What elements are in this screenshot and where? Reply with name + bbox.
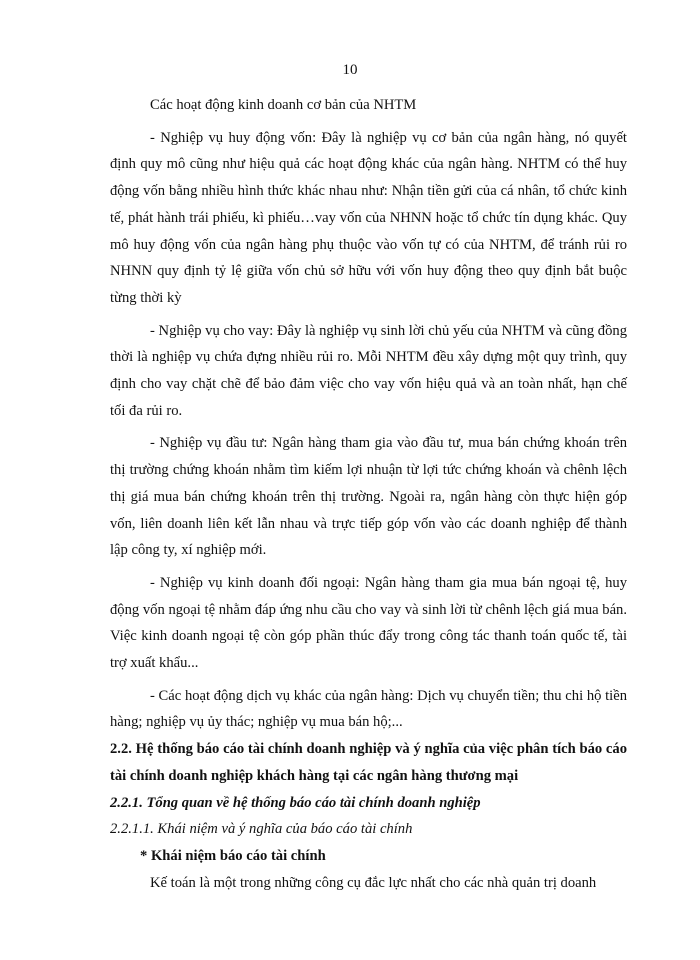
paragraph-cho-vay: - Nghiệp vụ cho vay: Đây là nghiệp vụ sinh lời chủ yếu của NHTM và cũng đồng thời là nghiệp vụ chứa đựng nhiều rủi ro. Mỗi NHTM đều xây dựng một quy trình, quy định cho vay chặt chẽ để bảo đảm việc cho vay vốn hiệu quả và an toàn nhất, hạn chế tối đa rủi ro. <box>110 322 627 419</box>
paragraph-doi-ngoai: - Nghiệp vụ kinh doanh đối ngoại: Ngân hàng tham gia mua bán ngoại tệ, huy động vốn ngoại tệ nhằm đáp ứng nhu cầu cho vay và sinh lời từ chênh lệch giá mua bán. Việc kinh doanh ngoại tệ còn góp phần thúc đẩy trong công tác thanh toán quốc tế, tài trợ xuất khẩu... <box>110 574 627 672</box>
paragraph-dich-vu-khac: - Các hoạt động dịch vụ khác của ngân hàng: Dịch vụ chuyển tiền; thu chi hộ tiền hàng; nghiệp vụ ủy thác; nghiệp vụ mua bán hộ;... <box>110 687 627 731</box>
section-heading-2-2-1-1: 2.2.1.1. Khái niệm và ý nghĩa của báo cáo tài chính <box>110 821 413 838</box>
closing-paragraph: Kế toán là một trong những công cụ đắc lực nhất cho các nhà quản trị doanh <box>150 874 597 891</box>
paragraph-huy-dong-von: - Nghiệp vụ huy động vốn: Đây là nghiệp vụ cơ bản của ngân hàng, nó quyết định quy mô cũng như hiệu quả các hoạt động khác của ngân hàng. NHTM có thể huy động vốn bằng nhiều hình thức khác nhau như: Nhận tiền gửi của cá nhân, tổ chức kinh tế, phát hành trái phiếu, kì phiếu…vay vốn của NHNN hoặc tổ chức tín dụng khác. Quy mô huy động vốn của ngân hàng phụ thuộc vào vốn tự có của NHTM, để tránh rủi ro NHNN quy định tỷ lệ giữa vốn chủ sở hữu với vốn huy động theo quy định bắt buộc từng thời kỳ <box>110 129 627 306</box>
section-heading-2-2: 2.2. Hệ thống báo cáo tài chính doanh nghiệp và ý nghĩa của việc phân tích báo cáo tài chính doanh nghiệp khách hàng tại các ngân hàng thương mại <box>110 741 627 784</box>
body-text <box>110 92 627 896</box>
paragraph-dau-tu: - Nghiệp vụ đầu tư: Ngân hàng tham gia vào đầu tư, mua bán chứng khoán trên thị trường chứng khoán nhằm tìm kiếm lợi nhuận từ lợi tức chứng khoán và chênh lệch thị giá mua bán chứng khoán trên thị trường. Ngoài ra, ngân hàng còn thực hiện góp vốn, liên doanh liên kết lẫn nhau và trực tiếp góp vốn vào các doanh nghiệp để thành lập công ty, xí nghiệp mới. <box>110 435 627 559</box>
intro-line: Các hoạt động kinh doanh cơ bản của NHTM <box>150 97 417 113</box>
bullet-heading: * Khái niệm báo cáo tài chính <box>140 847 326 864</box>
section-heading-2-2-1: 2.2.1. Tổng quan về hệ thống báo cáo tài chính doanh nghiệp <box>110 794 481 811</box>
page-number: 10 <box>342 62 358 78</box>
